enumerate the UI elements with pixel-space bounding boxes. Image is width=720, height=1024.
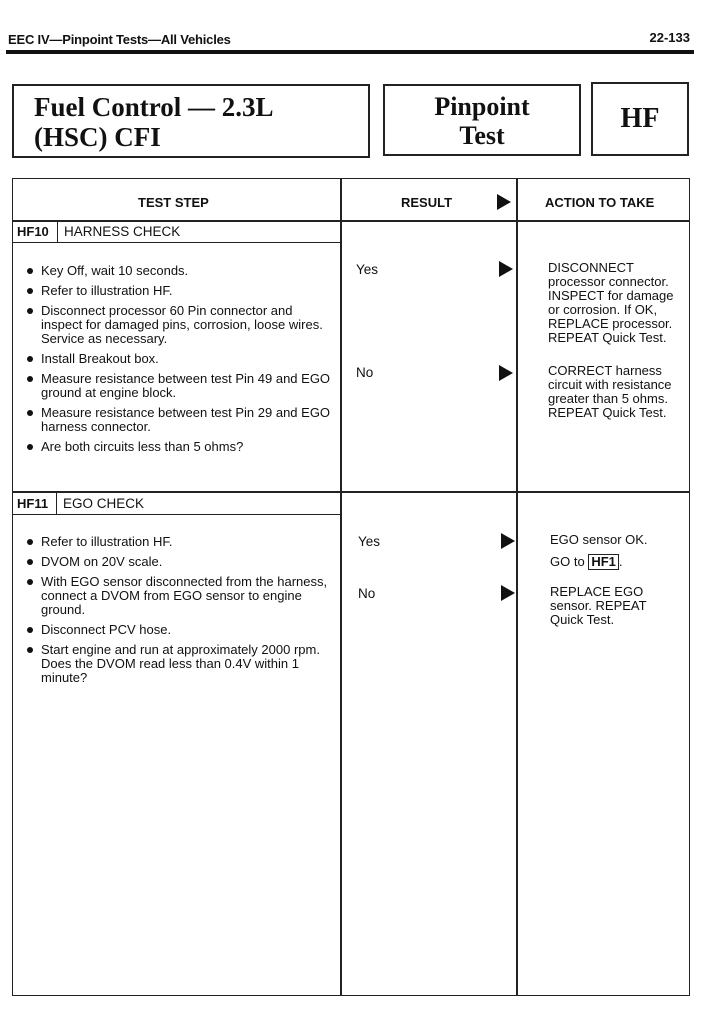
title-line-2: (HSC) CFI xyxy=(34,122,161,152)
result-no: No xyxy=(356,365,374,380)
result-yes: Yes xyxy=(358,534,381,549)
action-text: EGO sensor OK. GO to HF1 . xyxy=(550,532,648,569)
arrow-right-icon xyxy=(499,261,513,277)
pinpoint-line-2: Test xyxy=(459,121,505,150)
list-item: With EGO sensor disconnected from the harness, connect a DVOM from EGO sensor to engine ground. xyxy=(27,575,337,617)
page-header-title: EEC IV—Pinpoint Tests—All Vehicles xyxy=(8,32,231,47)
document-title xyxy=(34,92,274,152)
step-id-hf11: HF11 xyxy=(13,493,57,515)
pinpoint-test-box xyxy=(383,84,581,156)
goto-hf1-link[interactable]: HF1 xyxy=(588,554,619,570)
step-title-hf10: HARNESS CHECK xyxy=(58,221,340,243)
action-text: REPLACE EGO sensor. REPEAT Quick Test. xyxy=(550,584,647,627)
goto-line: GO to HF1 . xyxy=(550,554,623,569)
pinpoint-line-1: Pinpoint xyxy=(434,92,530,121)
list-item: Install Breakout box. xyxy=(27,352,337,366)
list-item: Refer to illustration HF. xyxy=(27,535,337,549)
list-item: Start engine and run at approximately 2000 rpm. Does the DVOM read less than 0.4V within 1 minute? xyxy=(27,643,337,685)
arrow-right-icon xyxy=(499,365,513,381)
pinpoint-table xyxy=(12,178,690,996)
list-item: Refer to illustration HF. xyxy=(27,284,337,298)
list-item: Are both circuits less than 5 ohms? xyxy=(27,440,337,454)
result-no: No xyxy=(358,586,376,601)
list-item: DVOM on 20V scale. xyxy=(27,555,337,569)
column-header-result: RESULT xyxy=(401,195,453,210)
test-code: HF xyxy=(620,103,660,134)
arrow-right-icon xyxy=(497,194,511,210)
step-items-hf11 xyxy=(27,535,337,691)
list-item: Key Off, wait 10 seconds. xyxy=(27,264,337,278)
test-code-box xyxy=(591,82,689,156)
action-text: DISCONNECT processor connector. INSPECT for damage or corrosion. If OK, REPLACE processor. REPEAT Quick Test. xyxy=(548,260,674,345)
list-item: Disconnect PCV hose. xyxy=(27,623,337,637)
action-text: CORRECT harness circuit with resistance greater than 5 ohms. REPEAT Quick Test. xyxy=(548,363,672,420)
step-id-hf10: HF10 xyxy=(13,221,58,243)
title-box xyxy=(12,84,370,158)
result-yes: Yes xyxy=(356,262,379,277)
step-items-hf10 xyxy=(27,264,337,460)
arrow-right-icon xyxy=(501,533,515,549)
column-divider xyxy=(340,179,342,995)
step-title-hf11: EGO CHECK xyxy=(57,493,340,515)
list-item: Measure resistance between test Pin 49 and EGO ground at engine block. xyxy=(27,372,337,400)
column-header-test-step: TEST STEP xyxy=(138,195,209,210)
header-rule xyxy=(6,50,694,54)
page-number: 22-133 xyxy=(649,30,690,45)
arrow-right-icon xyxy=(501,585,515,601)
column-divider xyxy=(516,179,518,995)
title-line-1: Fuel Control — 2.3L xyxy=(34,92,274,122)
list-item: Disconnect processor 60 Pin connector and inspect for damaged pins, corrosion, loose wires. Service as necessary. xyxy=(27,304,337,346)
list-item: Measure resistance between test Pin 29 and EGO harness connector. xyxy=(27,406,337,434)
column-header-action: ACTION TO TAKE xyxy=(545,195,655,210)
